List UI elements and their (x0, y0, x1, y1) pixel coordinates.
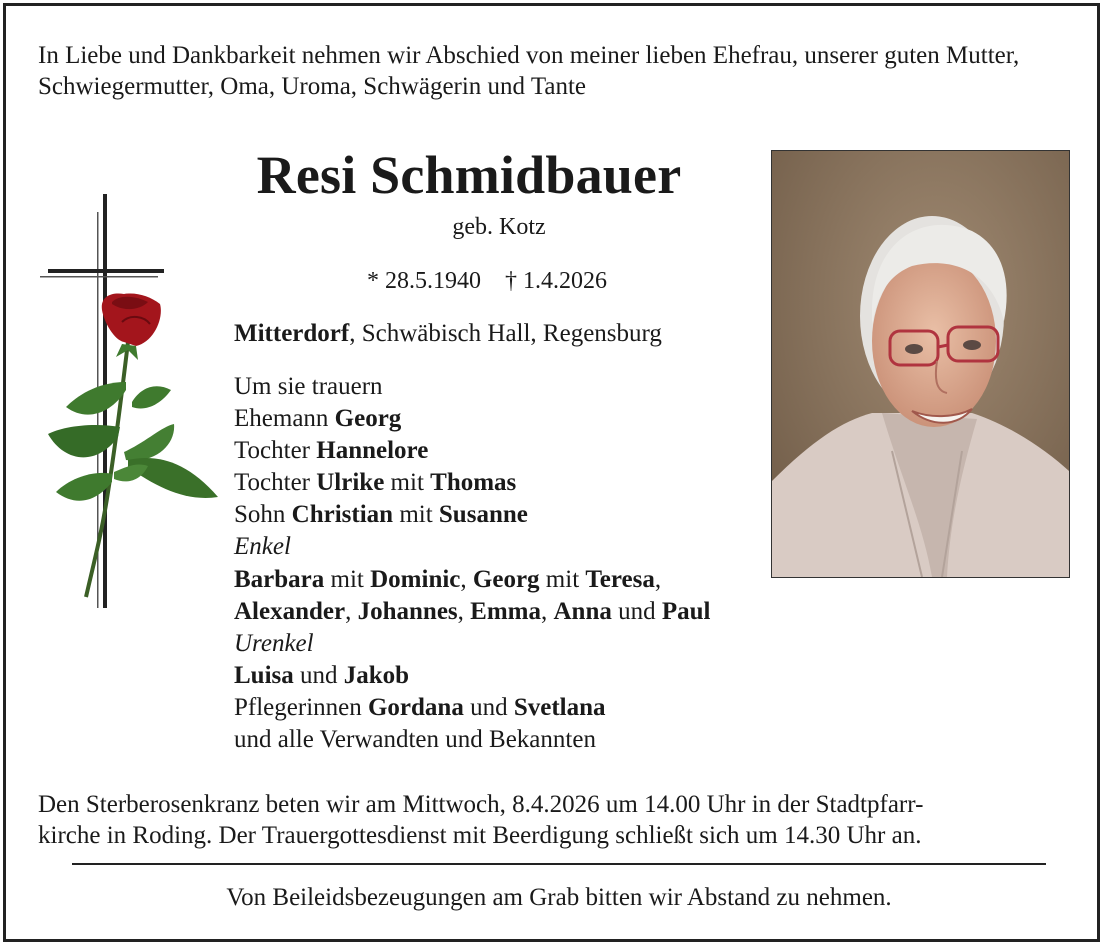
divider (72, 863, 1046, 865)
portrait-photo (771, 150, 1070, 578)
rosary-line-2: kirche in Roding. Der Trauergottesdienst mit Beerdigung schließt sich um 14.30 Uhr an. (38, 822, 922, 849)
birth-date: * 28.5.1940 (367, 268, 481, 294)
places-rest: , Schwäbisch Hall, Regensburg (349, 320, 662, 347)
place-main: Mitterdorf (234, 320, 350, 347)
urenkel-label: Urenkel (234, 629, 314, 657)
list-item: Tochter Hannelore (234, 437, 429, 465)
list-item: Tochter Ulrike mit Thomas (234, 469, 517, 497)
rosary-announcement (38, 789, 1068, 851)
intro-text: In Liebe und Dankbarkeit nehmen wir Abschied von meiner lieben Ehefrau, unserer guten Mutter, Schwiegermutter, Oma, Uroma, Schwägerin und Tante (38, 42, 1020, 100)
list-item: und alle Verwandten und Bekannten (234, 726, 596, 754)
death-date: † 1.4.2026 (505, 268, 607, 294)
list-item: Pflegerinnen Gordana und Svetlana (234, 693, 606, 721)
list-item: Barbara mit Dominic, Georg mit Teresa, (234, 565, 662, 593)
rosary-line-1: Den Sterberosenkranz beten wir am Mittwoch, 8.4.2026 um 14.00 Uhr in der Stadtpfarr- (38, 791, 924, 818)
list-item: Sohn Christian mit Susanne (234, 501, 528, 529)
mourners-heading: Um sie trauern (234, 373, 383, 400)
list-item: Ehemann Georg (234, 405, 402, 433)
closing-note: Von Beileidsbezeugungen am Grab bitten wir Abstand zu nehmen. (226, 884, 892, 911)
list-item: Luisa und Jakob (234, 661, 410, 689)
rose-icon (48, 293, 218, 597)
places (234, 318, 662, 349)
life-dates (234, 266, 740, 296)
cross-rose-graphic (36, 192, 226, 617)
list-item: Alexander, Johannes, Emma, Anna und Paul (234, 597, 711, 625)
enkel-label: Enkel (234, 533, 291, 561)
birth-name: geb. Kotz (452, 214, 546, 240)
mourners-list (234, 371, 710, 756)
deceased-name: Resi Schmidbauer (256, 145, 682, 205)
